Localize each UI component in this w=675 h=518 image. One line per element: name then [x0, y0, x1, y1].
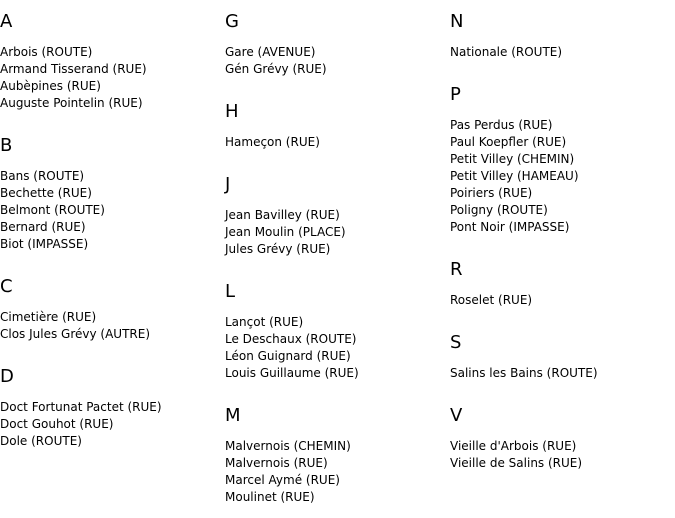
street-item[interactable]: Petit Villey (HAMEAU)	[450, 169, 579, 183]
street-item[interactable]: Pont Noir (IMPASSE)	[450, 220, 570, 234]
street-item[interactable]: Hameçon (RUE)	[225, 135, 320, 149]
street-item[interactable]: Gén Grévy (RUE)	[225, 62, 327, 76]
letter-group-r	[450, 258, 670, 309]
street-item[interactable]: Vieille d'Arbois (RUE)	[450, 439, 577, 453]
letter-group-d	[0, 365, 220, 450]
street-item[interactable]: Gare (AVENUE)	[225, 45, 316, 59]
street-item[interactable]: Jean Bavilley (RUE)	[225, 208, 340, 222]
street-list-r	[450, 292, 670, 309]
letter-group-g	[225, 10, 445, 78]
letter-heading-l: L	[225, 281, 236, 302]
street-item[interactable]: Louis Guillaume (RUE)	[225, 366, 359, 380]
street-item[interactable]: Vieille de Salins (RUE)	[450, 456, 583, 470]
letter-heading-j: J	[225, 174, 231, 195]
street-item[interactable]: Pas Perdus (RUE)	[450, 118, 553, 132]
street-item[interactable]: Dole (ROUTE)	[0, 434, 82, 448]
street-list-s	[450, 365, 670, 382]
street-item[interactable]: Bechette (RUE)	[0, 186, 92, 200]
street-item[interactable]: Lançot (RUE)	[225, 315, 304, 329]
letter-group-h	[225, 100, 445, 151]
letter-group-c	[0, 275, 220, 343]
street-list-d	[0, 399, 220, 450]
street-item[interactable]: Clos Jules Grévy (AUTRE)	[0, 327, 151, 341]
street-item[interactable]: Armand Tisserand (RUE)	[0, 62, 147, 76]
street-item[interactable]: Malvernois (RUE)	[225, 456, 328, 470]
street-list-p	[450, 117, 670, 236]
street-list-v	[450, 438, 670, 472]
letter-group-l	[225, 280, 445, 382]
street-item[interactable]: Doct Fortunat Pactet (RUE)	[0, 400, 162, 414]
letter-group-j	[225, 173, 445, 258]
letter-heading-n: N	[450, 11, 464, 32]
letter-group-m	[225, 404, 445, 506]
letter-heading-p: P	[450, 84, 461, 105]
street-list-m	[225, 438, 445, 506]
street-item[interactable]: Léon Guignard (RUE)	[225, 349, 351, 363]
letter-group-a	[0, 10, 220, 112]
street-item[interactable]: Belmont (ROUTE)	[0, 203, 105, 217]
letter-group-s	[450, 331, 670, 382]
street-item[interactable]: Roselet (RUE)	[450, 293, 533, 307]
letter-heading-h: H	[225, 101, 239, 122]
letter-heading-b: B	[0, 135, 13, 156]
street-item[interactable]: Cimetière (RUE)	[0, 310, 97, 324]
street-column-2	[225, 10, 445, 506]
street-list-l	[225, 314, 445, 382]
street-item[interactable]: Salins les Bains (ROUTE)	[450, 366, 598, 380]
street-item[interactable]: Poiriers (RUE)	[450, 186, 533, 200]
street-list-a	[0, 44, 220, 112]
street-item[interactable]: Moulinet (RUE)	[225, 490, 315, 504]
street-item[interactable]: Petit Villey (CHEMIN)	[450, 152, 575, 166]
letter-heading-c: C	[0, 276, 13, 297]
street-item[interactable]: Aubèpines (RUE)	[0, 79, 101, 93]
street-item[interactable]: Doct Gouhot (RUE)	[0, 417, 114, 431]
letter-heading-s: S	[450, 332, 462, 353]
street-item[interactable]: Poligny (ROUTE)	[450, 203, 548, 217]
street-column-1	[0, 10, 220, 450]
street-item[interactable]: Auguste Pointelin (RUE)	[0, 96, 143, 110]
letter-heading-d: D	[0, 366, 14, 387]
street-item[interactable]: Arbois (ROUTE)	[0, 45, 93, 59]
letter-group-v	[450, 404, 670, 472]
letter-group-p	[450, 83, 670, 236]
street-item[interactable]: Nationale (ROUTE)	[450, 45, 563, 59]
street-item[interactable]: Jules Grévy (RUE)	[225, 242, 331, 256]
letter-heading-m: M	[225, 405, 241, 426]
street-list-n	[450, 44, 670, 61]
letter-heading-r: R	[450, 259, 463, 280]
street-item[interactable]: Bans (ROUTE)	[0, 169, 85, 183]
street-list-g	[225, 44, 445, 78]
letter-heading-v: V	[450, 405, 463, 426]
street-list-j	[225, 207, 445, 258]
street-item[interactable]: Jean Moulin (PLACE)	[225, 225, 346, 239]
letter-group-n	[450, 10, 670, 61]
street-item[interactable]: Malvernois (CHEMIN)	[225, 439, 351, 453]
street-column-3	[450, 10, 670, 472]
street-item[interactable]: Biot (IMPASSE)	[0, 237, 89, 251]
street-list-c	[0, 309, 220, 343]
street-item[interactable]: Marcel Aymé (RUE)	[225, 473, 340, 487]
letter-group-b	[0, 134, 220, 253]
street-item[interactable]: Bernard (RUE)	[0, 220, 86, 234]
letter-heading-a: A	[0, 11, 13, 32]
street-list-b	[0, 168, 220, 253]
letter-heading-g: G	[225, 11, 239, 32]
street-item[interactable]: Le Deschaux (ROUTE)	[225, 332, 357, 346]
street-item[interactable]: Paul Koepfler (RUE)	[450, 135, 567, 149]
street-list-h	[225, 134, 445, 151]
